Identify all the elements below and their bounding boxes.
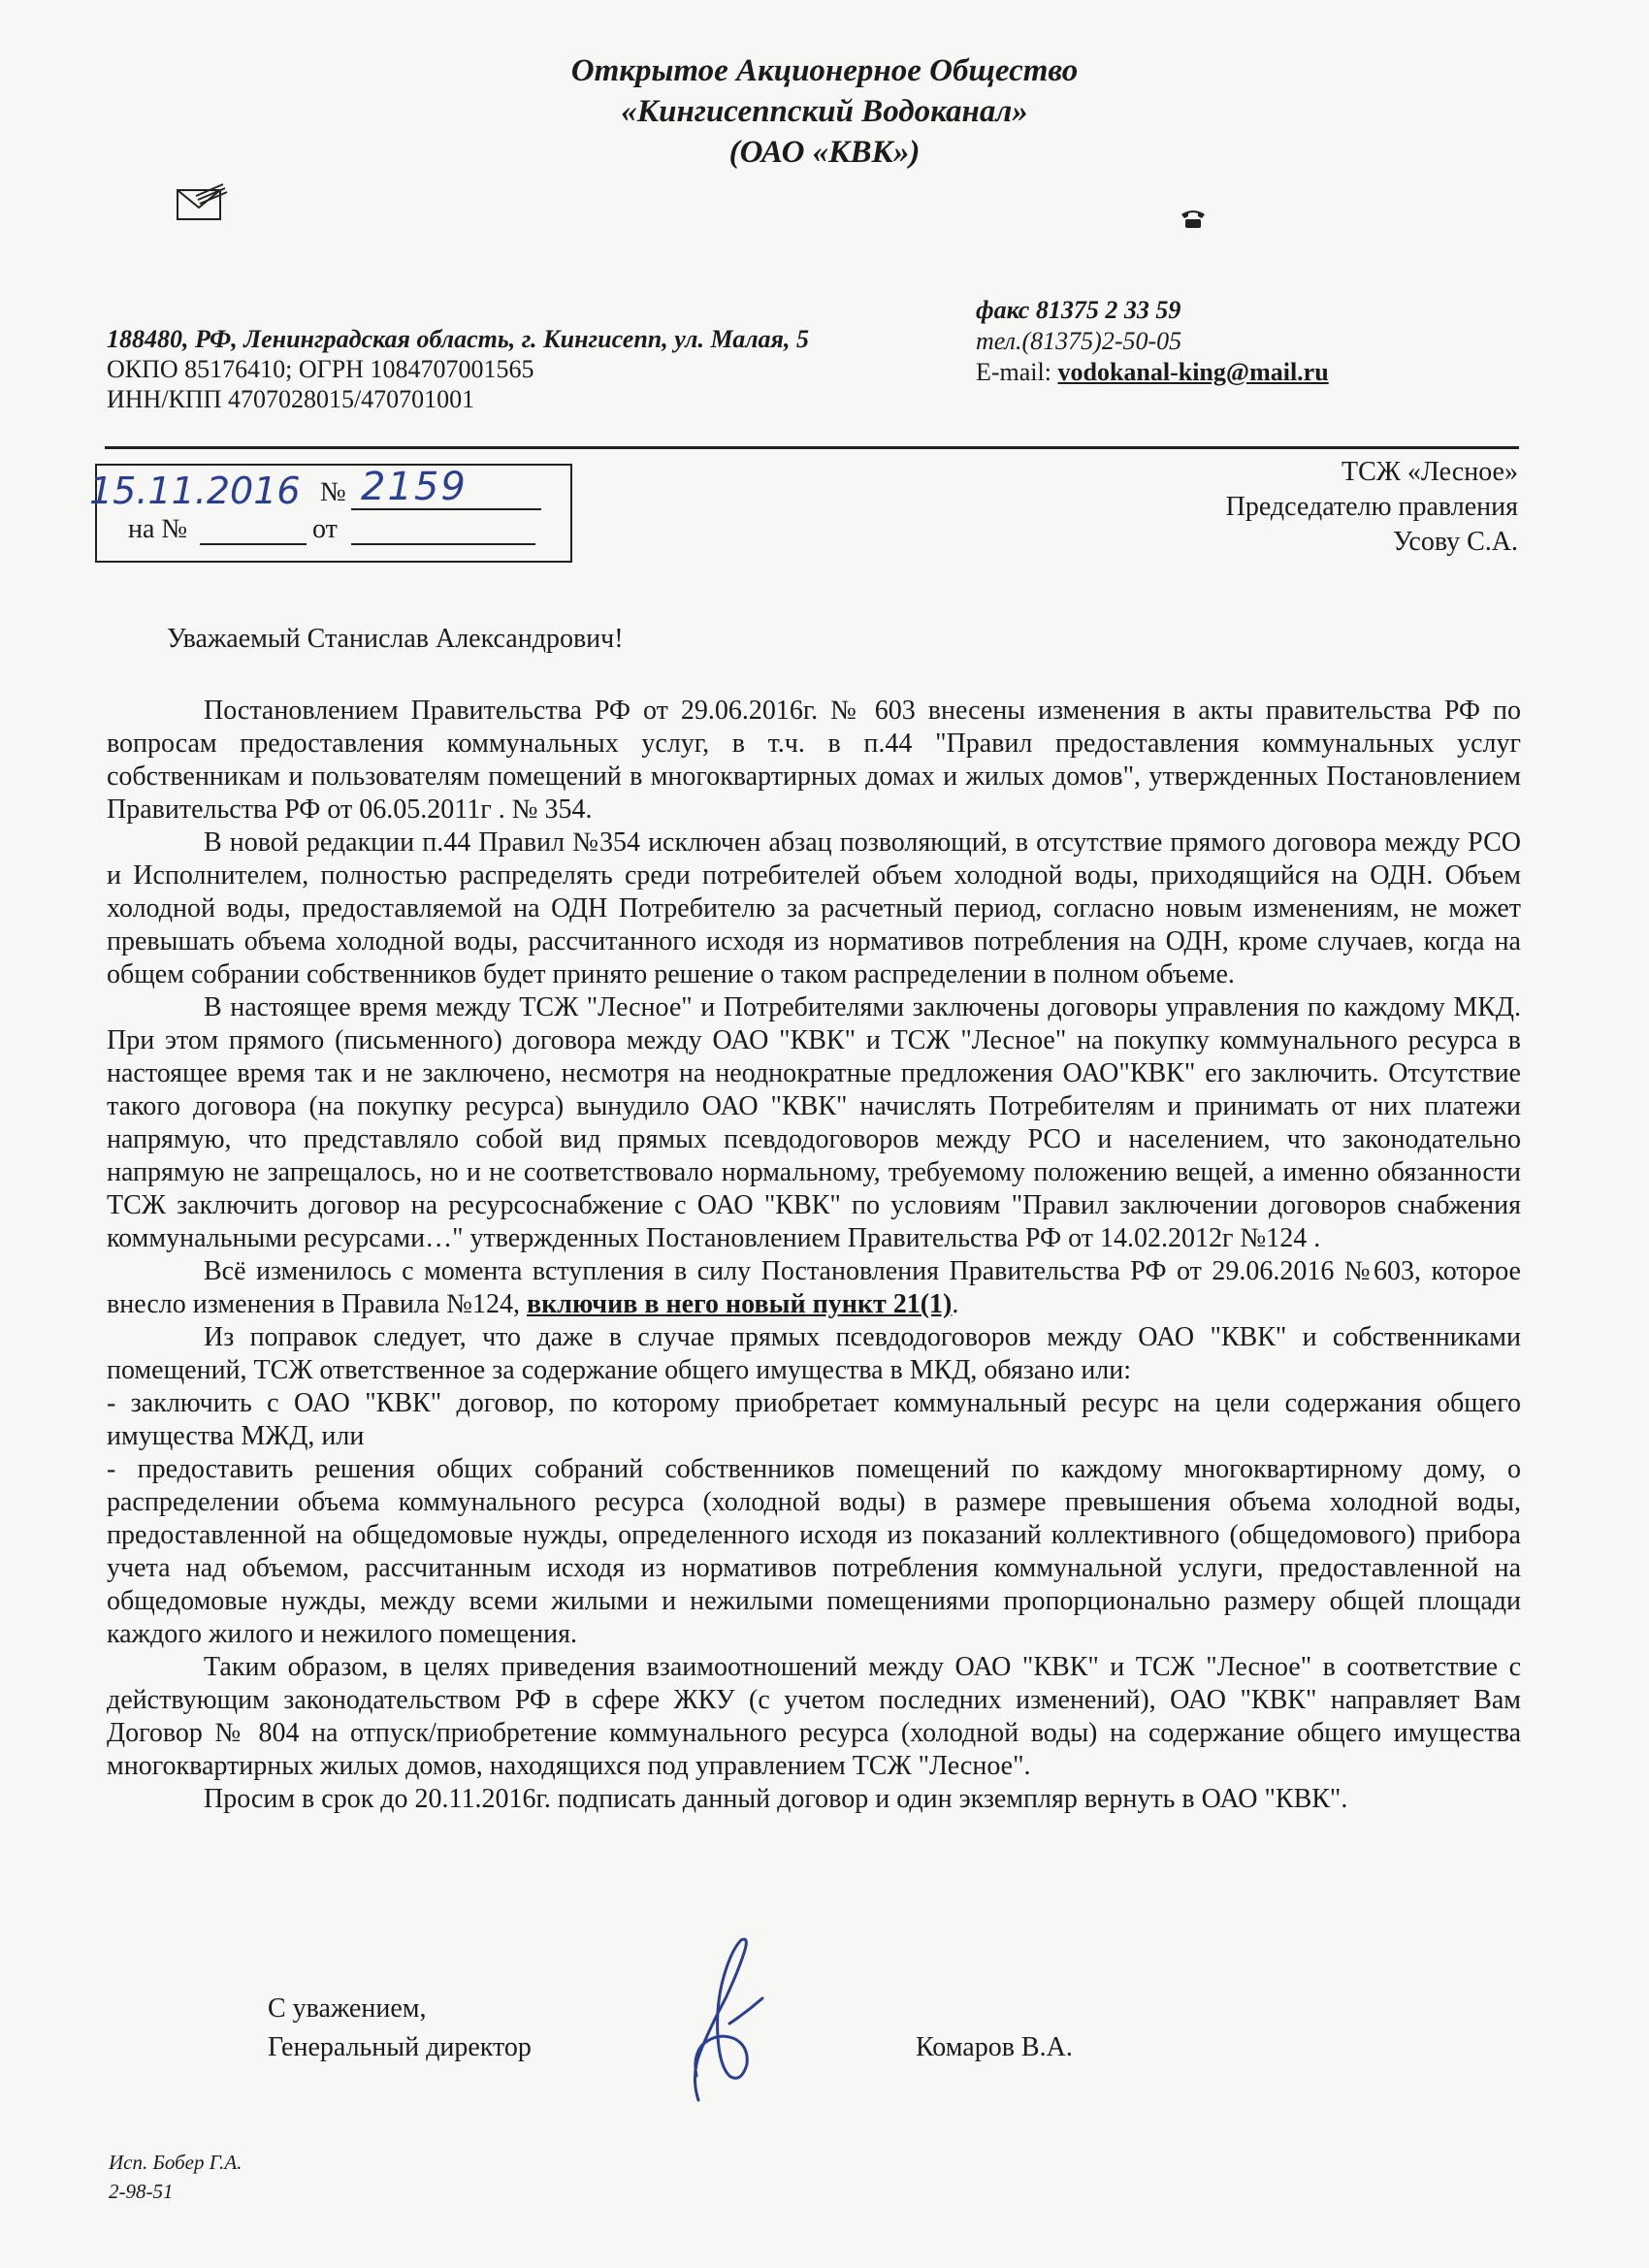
- signatory-position: Генеральный директор: [268, 2032, 532, 2062]
- paragraph-5: Из поправок следует, что даже в случае прямых псевдодоговоров между ОАО "КВК" и собственниками помещений, ТСЖ ответственное за содержание общего имущества в МКД, обязано или:: [107, 1322, 1521, 1385]
- paragraph-7: Просим в срок до 20.11.2016г. подписать данный договор и один экземпляр вернуть в ОАО "КВК".: [204, 1784, 1348, 1814]
- envelope-icon: [175, 182, 229, 230]
- inn-kpp: ИНН/КПП 4707028015/470701001: [107, 385, 475, 413]
- paragraph-4-emphasis: включив в него новый пункт 21(1): [526, 1289, 953, 1319]
- address: 188480, РФ, Ленинградская область, г. Кингисепп, ул. Малая, 5: [107, 325, 809, 353]
- org-name-line1: Открытое Акционерное Общество: [570, 53, 1079, 88]
- ref-from-label: от: [312, 514, 338, 544]
- addressee-position: Председателю правления: [1225, 492, 1518, 522]
- addressee-name: Усову С.А.: [1392, 527, 1518, 557]
- list-item-1: - заключить с ОАО "КВК" договор, по которому приобретает коммунальный ресурс на цели содержания общего имущества МЖД, или: [107, 1388, 1521, 1451]
- email-label: E-mail:: [976, 358, 1058, 386]
- paragraph-3: В настоящее время между ТСЖ "Лесное" и Потребителями заключены договоры управления по каждому МКД. При этом прямого (письменного) договора между ОАО "КВК" и ТСЖ "Лесное" на покупку коммунального ресурса в настоящее время так и не заключено, несмотря на неоднократные предложения ОАО"КВК" его заключить. Отсутствие такого договора (на покупку ресурса) вынудило ОАО "КВК" начислять Потребителям и принимать от них платежи напрямую, что представляло собой вид прямых псевдодоговоров между РСО и населением, что законодательно напрямую не запрещалось, но и не соответствовало нормальному, требуемому положению вещей, а именно обязанности ТСЖ заключить договор на ресурсоснабжение с ОАО "КВК" по условиям "Правил заключении договоров снабжения коммунальными ресурсами…" утвержденных Постановлением Правительства РФ от 14.02.2012г №124 .: [107, 992, 1521, 1253]
- ref-no-line: [200, 543, 307, 545]
- paragraph-4-text: Всё изменилось с момента вступления в силу Постановления Правительства РФ от 29.06.2016 №603, которое внесло изменения в Правила №124,: [107, 1256, 1521, 1319]
- paragraph-4: [107, 1255, 1521, 1321]
- letter-body: [107, 623, 1521, 1816]
- reg-date-handwritten: 15.11.2016: [89, 470, 301, 512]
- paragraph-6: Таким образом, в целях приведения взаимоотношений между ОАО "КВК" и ТСЖ "Лесное" в соответствие с действующим законодательством РФ в сфере ЖКУ (с учетом последних изменений), ОАО "КВК" направляет Вам Договор № 804 на отпуск/приобретение коммунального ресурса (холодной воды) на содержание общего имущества многоквартирных жилых домов, находящихся под управлением ТСЖ "Лесное".: [107, 1652, 1521, 1781]
- okpo-ogrn: ОКПО 85176410; ОГРН 1084707001565: [107, 355, 534, 383]
- executor-phone: 2-98-51: [109, 2180, 174, 2203]
- telephone-icon: [1180, 209, 1207, 235]
- org-name-line3: (ОАО «КВК»): [728, 135, 921, 170]
- email-row: [976, 356, 1329, 389]
- paragraph-4-end: .: [952, 1289, 959, 1319]
- addressee-org: ТСЖ «Лесное»: [1342, 457, 1518, 487]
- signatory-name: Комаров В.А.: [916, 2032, 1073, 2062]
- paragraph-2: В новой редакции п.44 Правил №354 исключен абзац позволяющий, в отсутствие прямого договора между РСО и Исполнителем, полностью распределять среди потребителей объем холодной воды, приходящийся на ОДН. Объем холодной воды, предоставляемой на ОДН Потребителю за расчетный период, согласно новым изменениям, не может превышать объема холодной воды, рассчитанного исходя из нормативов потребления на ОДН, кроме случаев, когда на общем собрании собственников будет принято решение о таком распределении в полном объеме.: [107, 827, 1521, 989]
- phone: тел.(81375)2-50-05: [976, 327, 1182, 355]
- ref-from-line: [351, 543, 535, 545]
- email-link[interactable]: vodokanal-king@mail.ru: [1057, 358, 1329, 386]
- regards: С уважением,: [268, 1993, 427, 2024]
- fax: факс 81375 2 33 59: [976, 296, 1181, 324]
- reg-no-label: №: [320, 477, 346, 507]
- org-name-line2: «Кингисеппский Водоканал»: [621, 94, 1028, 129]
- header-divider: [105, 446, 1519, 449]
- executor-name: Исп. Бобер Г.А.: [109, 2151, 242, 2174]
- reg-number-handwritten: 2159: [361, 465, 468, 509]
- greeting: Уважаемый Станислав Александрович!: [167, 624, 624, 654]
- paragraph-1: Постановлением Правительства РФ от 29.06.2016г. № 603 внесены изменения в акты правительства РФ по вопросам предоставления коммунальных услуг, в т.ч. в п.44 "Правил предоставления коммунальных услуг собственникам и пользователям помещений в многоквартирных домах и жилых домов", утвержденных Постановлением Правительства РФ от 06.05.2011г . № 354.: [107, 696, 1521, 825]
- ref-no-label: на №: [128, 514, 188, 544]
- handwritten-signature: [640, 1930, 776, 2110]
- list-item-2: - предоставить решения общих собраний собственников помещений по каждому многоквартирному дому, о распределении объема коммунального ресурса (холодной воды) в размере превышения объема холодной воды, предоставленной на общедомовые нужды, определенного исходя из показаний коллективного (общедомового) прибора учета над объемом, рассчитанным исходя из нормативов потребления коммунальной услуги, предоставленной на общедомовые нужды, между всеми жилыми и нежилыми помещениями пропорционально размеру общей площади каждого жилого и нежилого помещения.: [107, 1454, 1521, 1649]
